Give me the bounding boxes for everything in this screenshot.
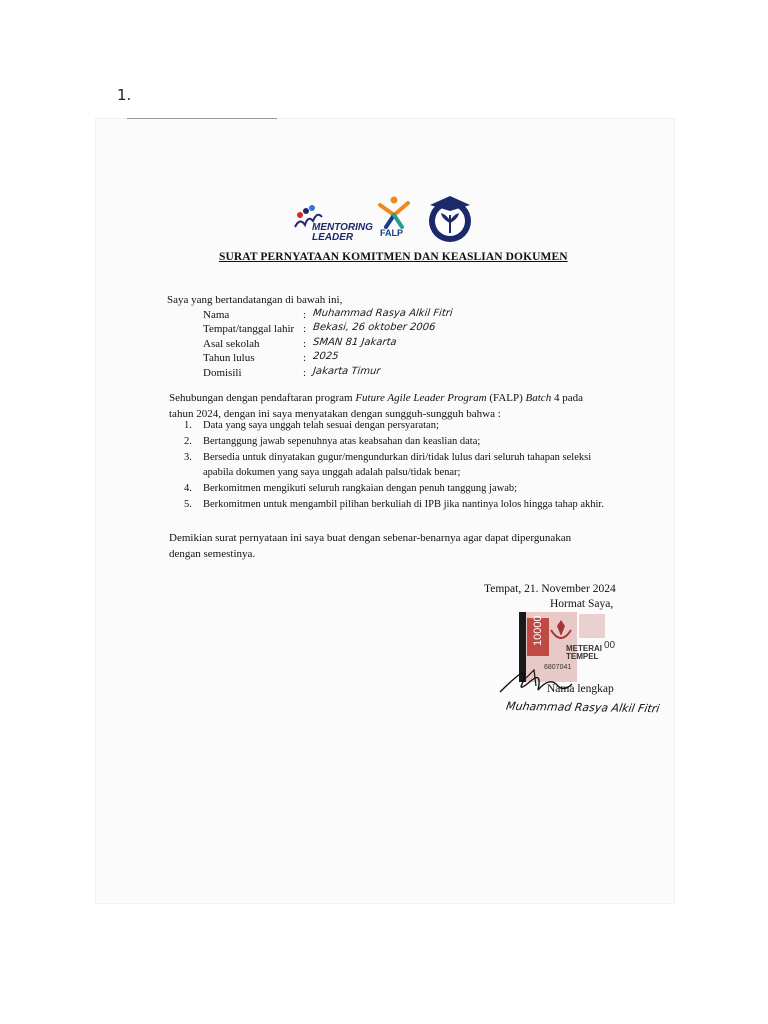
field-colon: : — [303, 352, 307, 364]
paragraph-text: Sehubungan dengan pendaftaran program — [169, 392, 356, 404]
field-label: Tempat/tanggal lahir — [203, 323, 295, 335]
field-value-handwritten: 2025 — [312, 351, 340, 362]
mentoring-logo-text: MENTORING — [312, 222, 373, 233]
meterai-label-line: METERAI — [566, 644, 602, 653]
list-item — [184, 481, 604, 496]
list-item — [184, 418, 604, 433]
list-number: 5. — [184, 499, 192, 510]
list-text: Berkomitmen mengikuti seluruh rangkaian dengan penuh tanggung jawab; — [203, 483, 518, 494]
falp-logo-text: FALP — [380, 228, 404, 238]
list-item — [184, 497, 604, 512]
list-item — [184, 450, 604, 480]
field-label: Tahun lulus — [203, 352, 255, 364]
place-date: Tempat, 21. November 2024 — [484, 583, 616, 595]
field-value-handwritten: Muhammad Rasya Alkil Fitri — [312, 308, 454, 319]
field-label: Nama — [203, 309, 230, 321]
list-text: Data yang saya unggah telah sesuai dengan persyaratan; — [203, 420, 439, 431]
field-colon: : — [303, 338, 307, 350]
paragraph-text: 4 pada tahun 2024, dengan ini saya menyatakan dengan sungguh-sungguh bahwa : — [169, 392, 583, 420]
stamp-serial: 6807041 — [544, 664, 572, 671]
logo-row — [292, 193, 482, 247]
closing-paragraph: Demikian surat pernyataan ini saya buat dengan sebenar-benarnya agar dapat dipergunakan dengan semestinya. — [169, 532, 572, 560]
full-name-label: Nama lengkap — [547, 683, 614, 695]
field-colon: : — [303, 367, 307, 379]
regards-text: Hormat Saya, — [550, 598, 614, 610]
paragraph-text: (FALP) — [486, 392, 526, 404]
list-text: Berkomitmen untuk mengambil pilihan berkuliah di IPB jika nantinya lolos hingga tahap akhir. — [203, 499, 604, 510]
list-text: Bertanggung jawab sepenuhnya atas keabsahan dan keaslian data; — [203, 436, 481, 447]
signed-name-handwritten: Muhammad Rasya Alkil Fitri — [505, 699, 661, 716]
document-title: SURAT PERNYATAAN KOMITMEN DAN KEASLIAN DOKUMEN — [219, 251, 568, 263]
list-item — [184, 434, 604, 449]
meterai-label-line: TEMPEL — [566, 652, 599, 661]
svg-text:10000: 10000 — [532, 615, 544, 646]
field-value-handwritten: Jakarta Timur — [312, 366, 381, 377]
field-label: Domisili — [203, 367, 242, 379]
ipb-emblem-icon — [424, 193, 476, 245]
stamp-digits: 00 — [604, 640, 616, 651]
intro-text: Saya yang bertandatangan di bawah ini, — [167, 294, 343, 306]
mentoring-leader-logo — [292, 203, 372, 241]
falp-person-icon — [376, 195, 412, 229]
field-value-handwritten: Bekasi, 26 oktober 2006 — [312, 322, 436, 333]
field-colon: : — [303, 309, 307, 321]
list-number: 1. — [184, 420, 192, 431]
list-number: 3. — [184, 452, 192, 463]
leader-logo-text: LEADER — [312, 232, 354, 243]
program-name: Future Agile Leader Program — [355, 392, 487, 404]
top-divider-line — [127, 118, 277, 119]
field-value-handwritten: SMAN 81 Jakarta — [312, 337, 398, 348]
statement-list — [184, 418, 604, 513]
page-number: 1. — [117, 86, 132, 104]
field-colon: : — [303, 323, 307, 335]
list-text: Bersedia untuk dinyatakan gugur/mengundurkan diri/tidak lulus dari seluruh tahapan seleksi apabila dokumen yang saya unggah adalah palsu/tidak benar; — [203, 452, 592, 478]
ipb-logo — [424, 193, 476, 245]
falp-logo — [376, 195, 412, 243]
field-label: Asal sekolah — [203, 338, 260, 350]
batch-word: Batch — [525, 392, 552, 404]
list-number: 2. — [184, 436, 192, 447]
list-number: 4. — [184, 483, 192, 494]
